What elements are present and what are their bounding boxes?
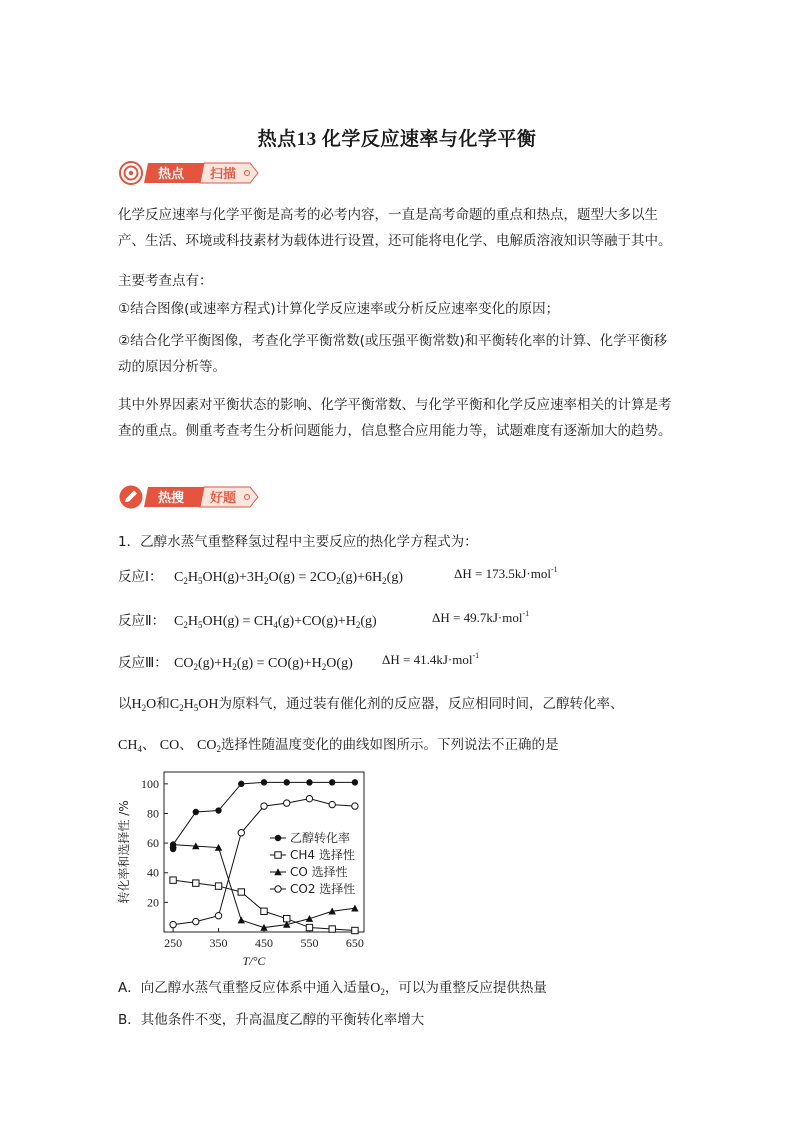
data-point (352, 779, 358, 785)
y-tick-label: 60 (147, 836, 159, 851)
legend-marker (275, 852, 281, 858)
legend-label: CH4 选择性 (290, 848, 355, 862)
data-point (329, 926, 335, 932)
data-point (306, 915, 313, 922)
x-tick-label: 250 (164, 936, 183, 950)
data-point (261, 803, 267, 809)
y-tick-label: 80 (147, 806, 159, 821)
reaction-2-label: 反应Ⅱ： (118, 613, 166, 629)
reaction-2 (118, 609, 530, 630)
data-point (193, 880, 199, 886)
data-point (215, 913, 221, 919)
intro-point-1: ①结合图像(或速率方程式)计算化学反应速率或分析反应速率变化的原因； (118, 301, 560, 317)
data-point (238, 889, 244, 895)
data-point (284, 779, 290, 785)
data-point (306, 924, 312, 930)
selectivity-chart (112, 766, 372, 972)
section-banner-search (118, 484, 260, 510)
data-point (261, 779, 267, 785)
data-point (215, 883, 221, 889)
y-tick-label: 100 (141, 776, 159, 791)
reaction-3 (118, 651, 480, 672)
y-tick-label: 40 (147, 865, 159, 880)
data-point (329, 779, 335, 785)
x-tick-label: 650 (345, 936, 364, 950)
section-banner-scan (118, 160, 260, 186)
banner-scan-left: 热点 (158, 166, 185, 181)
intro-paragraph-5: 其中外界因素对平衡状态的影响、化学平衡常数、与化学平衡和化学反应速率相关的计算是考查的重点。侧重考查考生分析问题能力，信息整合应用能力等，试题难度有逐渐加大的趋势。 (118, 397, 672, 439)
legend-label: CO 选择性 (290, 865, 348, 879)
option-a: A．向乙醇水蒸气重整反应体系中通入适量$O_2$，可以为重整反应提供热量 (118, 980, 547, 997)
x-tick-label: 450 (255, 936, 273, 950)
x-tick-label: 550 (300, 936, 319, 950)
intro-point-2: ②结合化学平衡图像，考查化学平衡常数(或压强平衡常数)和平衡转化率的计算、化学平衡移动的原因分析等。 (118, 333, 668, 375)
data-point (261, 908, 267, 914)
data-point (238, 916, 245, 923)
x-tick-label: 350 (209, 936, 228, 950)
data-point (170, 921, 176, 927)
banner-search-left: 热搜 (158, 490, 185, 505)
reaction-1-enthalpy: ΔH = 173.5kJ·mol$^{-1}$ (454, 565, 558, 581)
data-point (193, 809, 199, 815)
data-point (170, 877, 176, 883)
y-axis-label: 转化率和选择性 /% (117, 800, 131, 904)
pencil-icon (120, 486, 143, 509)
data-point (329, 801, 335, 807)
data-point (284, 800, 290, 806)
reaction-1-label: 反应Ⅰ： (118, 569, 163, 585)
question-stem: 1．乙醇水蒸气重整释氢过程中主要反应的热化学方程式为： (118, 534, 478, 550)
data-point (352, 927, 358, 933)
y-tick-label: 20 (147, 895, 159, 910)
intro-paragraph-2: 主要考查点有： (118, 273, 213, 289)
data-point (351, 905, 358, 912)
reaction-2-enthalpy: ΔH = 49.7kJ·mol$^{-1}$ (432, 609, 530, 625)
reaction-1-equation: $C_2H_5OH(g)+3H_2O(g) = 2CO_2(g)+6H_2(g)$ (174, 570, 403, 586)
target-icon (120, 162, 142, 184)
data-point (352, 803, 358, 809)
data-point (238, 830, 244, 836)
reaction-1 (118, 565, 558, 586)
question-line-3: $CH_4$、 CO、 $CO_2$选择性随温度变化的曲线如图所示。下列说法不正确的是 (118, 737, 559, 754)
legend-marker (275, 835, 281, 841)
data-point (215, 807, 221, 813)
banner-search-right: 好题 (210, 490, 237, 505)
reaction-3-equation: $CO_2(g)+H_2(g) = CO(g)+H_2O(g)$ (174, 656, 353, 672)
intro-paragraph-1: 化学反应速率与化学平衡是高考的必考内容，一直是高考命题的重点和热点，题型大多以生产、生活、环境或科技素材为载体进行设置，还可能将电化学、电解质溶液知识等融于其中。 (118, 207, 672, 249)
legend-label: CO2 选择性 (290, 882, 356, 896)
data-point (193, 918, 199, 924)
legend-marker (275, 886, 281, 892)
reaction-3-enthalpy: ΔH = 41.4kJ·mol$^{-1}$ (382, 651, 480, 667)
data-point (238, 781, 244, 787)
option-b: B．其他条件不变，升高温度乙醇的平衡转化率增大 (118, 1012, 425, 1028)
legend-label: 乙醇转化率 (290, 831, 351, 845)
reaction-3-label: 反应Ⅲ： (118, 655, 168, 671)
question-line-2: 以$H_2O$和$C_2H_5OH$为原料气，通过装有催化剂的反应器，反应相同时间，乙醇转化率、 (118, 696, 624, 713)
x-axis-label: T/°C (242, 954, 266, 968)
data-point (306, 779, 312, 785)
reaction-2-equation: $C_2H_5OH(g) = CH_4(g)+CO(g)+H_2(g)$ (174, 614, 377, 630)
data-point (306, 795, 312, 801)
banner-scan-right: 扫描 (210, 166, 237, 181)
page-title: 热点13 化学反应速率与化学平衡 (257, 129, 537, 150)
